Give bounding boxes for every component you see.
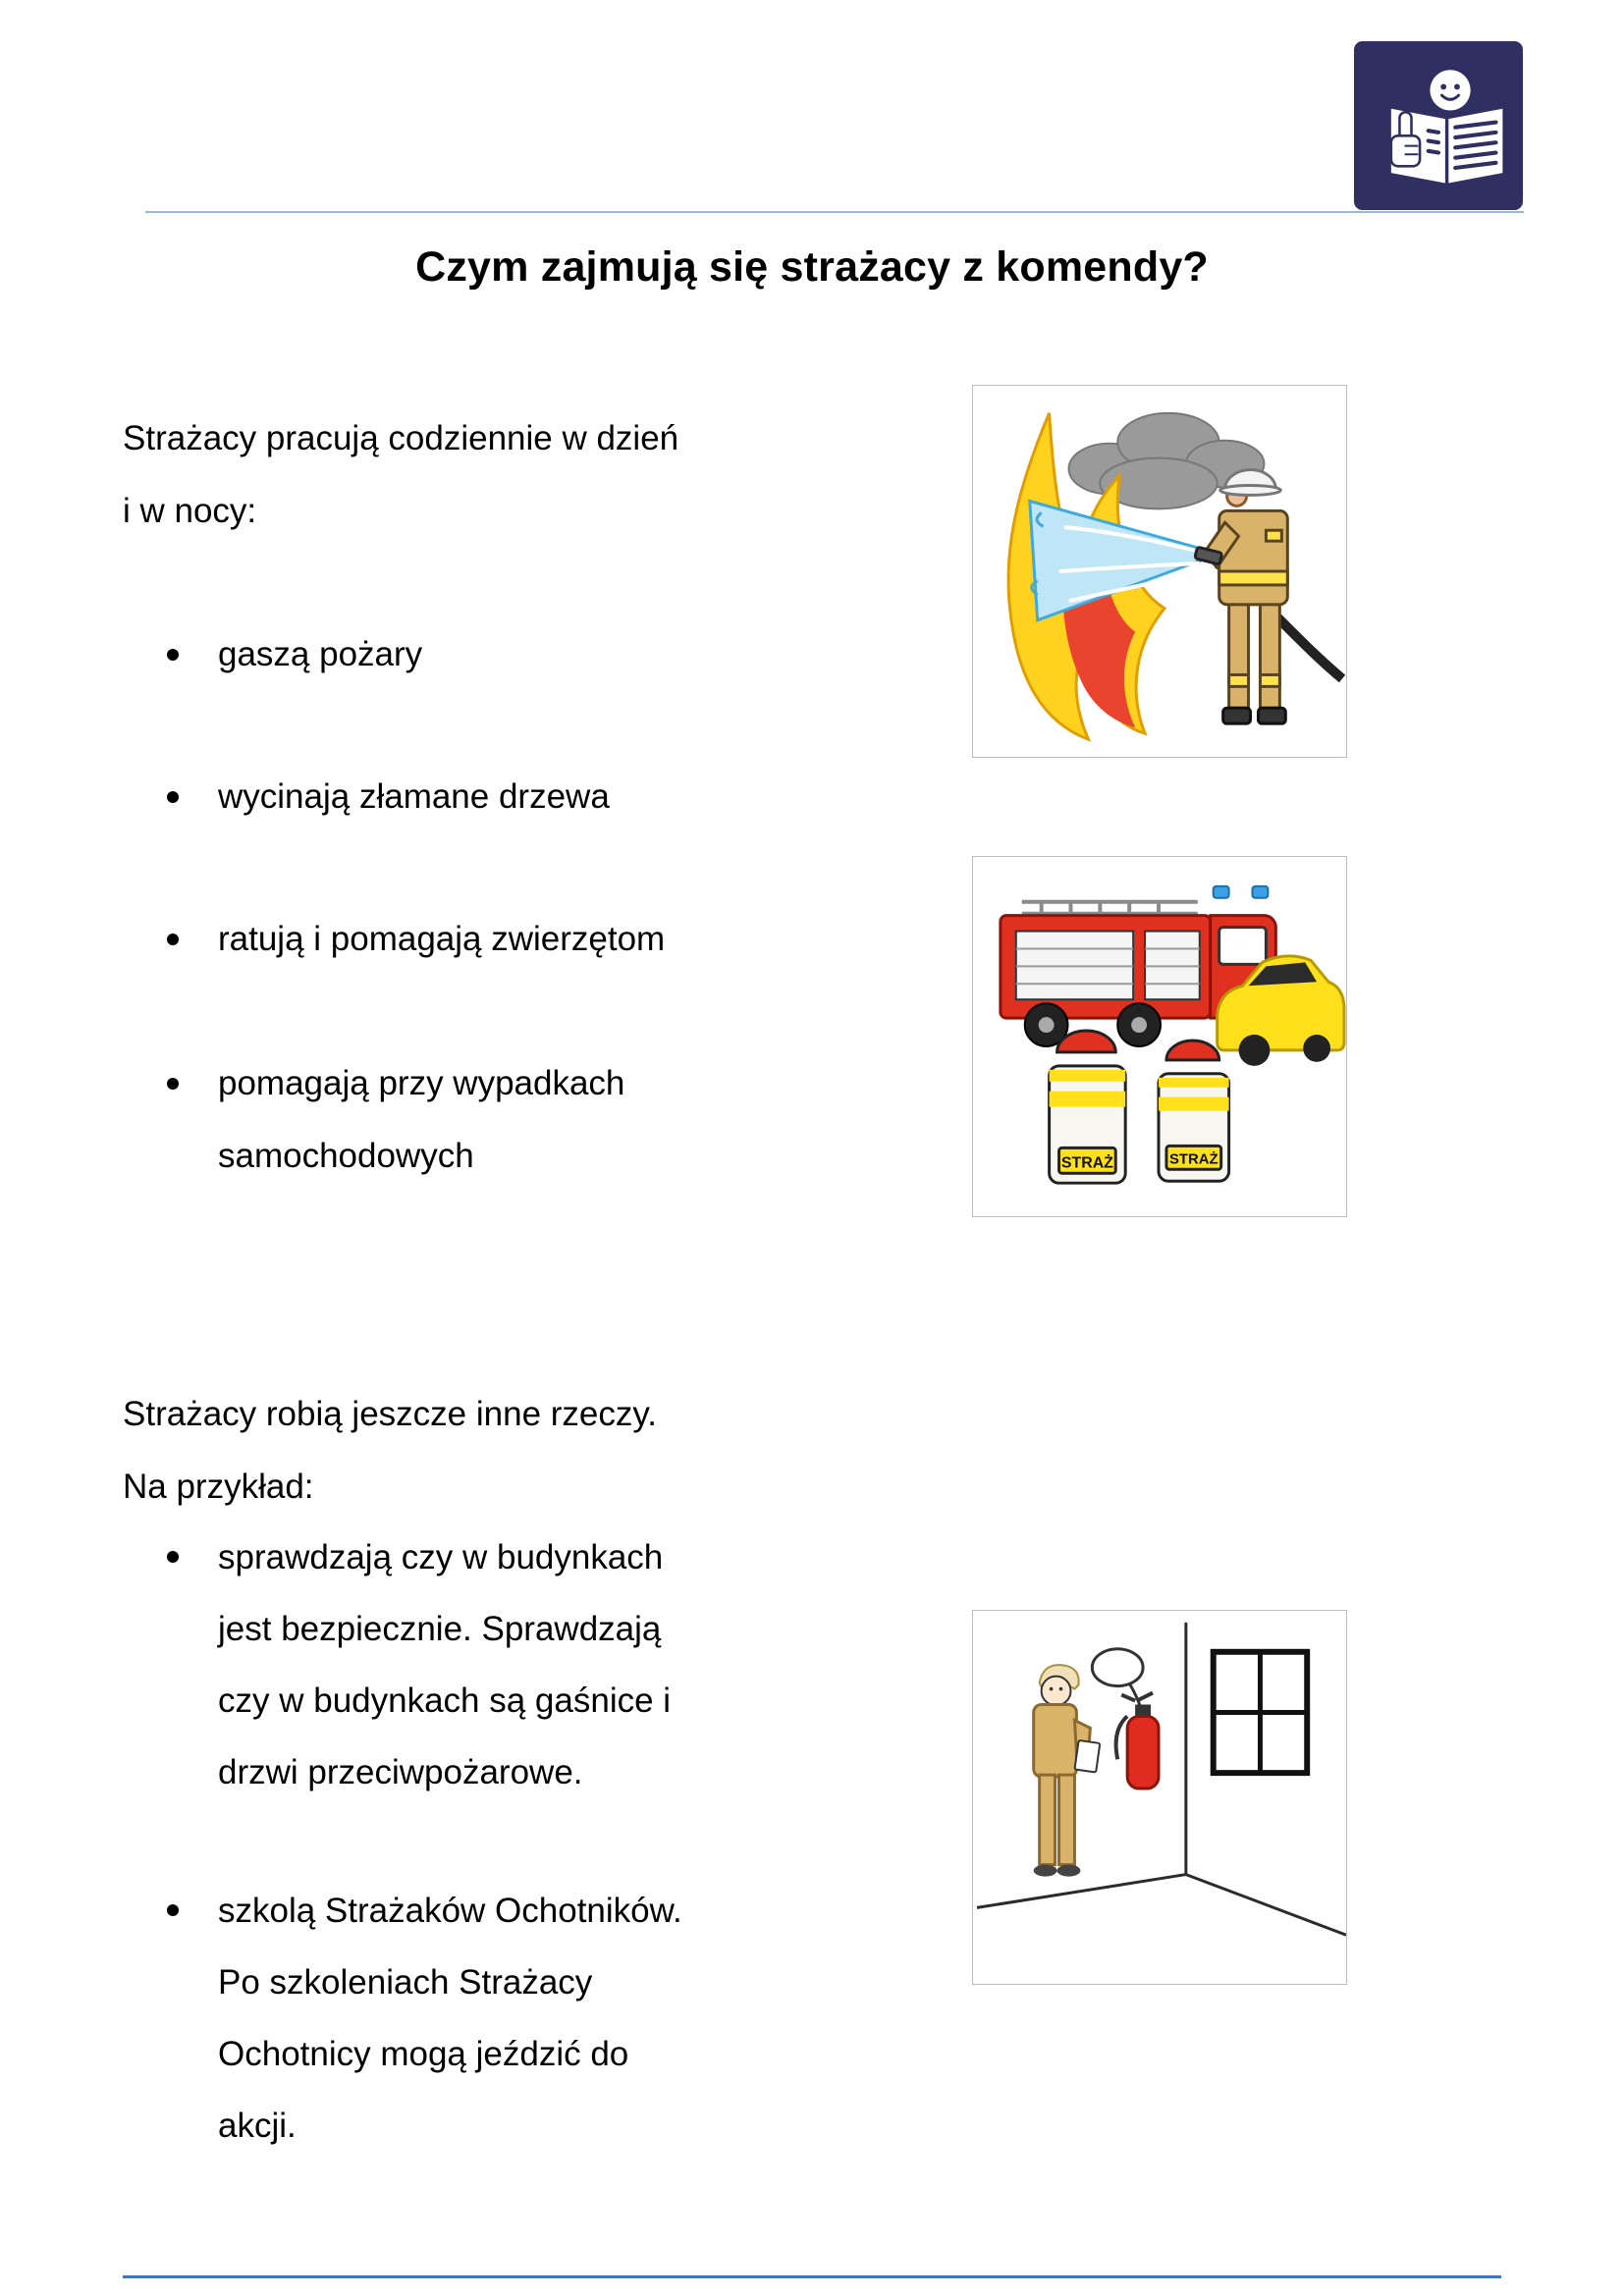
bullet-icon <box>167 1904 179 1916</box>
intro-paragraph-other <box>123 1378 657 1523</box>
page-title: Czym zajmują się strażacy z komendy? <box>415 243 1209 291</box>
list-item <box>167 903 665 976</box>
bullet-icon <box>167 791 179 803</box>
text-line: Na przykład: <box>123 1468 314 1506</box>
text-line: czy w budynkach są gaśnice i <box>218 1682 672 1720</box>
easy-to-read-logo <box>1353 41 1524 210</box>
text-line: jest bezpiecznie. Sprawdzają <box>218 1610 662 1648</box>
list-item <box>167 1047 624 1193</box>
text-line: gaszą pożary <box>218 635 423 673</box>
inspector <box>1034 1665 1101 1876</box>
text-line: i w nocy: <box>123 492 257 530</box>
text-line: samochodowych <box>218 1137 474 1175</box>
figure-accident <box>972 856 1347 1217</box>
fire-truck-and-car-accident-illustration <box>973 857 1346 1216</box>
firefighter-extinguishing-fire-illustration <box>973 386 1346 757</box>
list-item <box>167 618 422 691</box>
bullet-icon <box>167 1551 179 1563</box>
list-item <box>167 1875 682 2162</box>
fire-extinguisher <box>1116 1693 1159 1789</box>
text-line: Ochotnicy mogą jeździć do <box>218 2035 629 2073</box>
header-divider <box>145 211 1524 213</box>
text-line: Strażacy pracują codziennie w dzień <box>123 419 679 457</box>
text-line: Strażacy robią jeszcze inne rzeczy. <box>123 1395 658 1433</box>
beacon-icon <box>1252 886 1268 898</box>
ladder <box>1022 902 1198 914</box>
jacket-label: STRAŻ <box>1168 1151 1218 1168</box>
easy-to-read-icon <box>1353 41 1524 210</box>
text-line: akcji. <box>218 2107 297 2145</box>
beacon-icon <box>1214 886 1229 898</box>
text-line: drzwi przeciwpożarowe. <box>218 1753 583 1791</box>
jacket-label: STRAŻ <box>1060 1154 1113 1172</box>
figure-inspection <box>972 1610 1347 1985</box>
footer-divider <box>123 2275 1501 2278</box>
bullet-icon <box>167 1078 179 1090</box>
list-item <box>167 761 610 833</box>
bullet-icon <box>167 934 179 945</box>
text-line: szkolą Strażaków Ochotników. <box>218 1892 682 1930</box>
text-line: wycinają złamane drzewa <box>218 777 610 816</box>
firefighter-checking-extinguisher-illustration <box>973 1611 1346 1984</box>
text-line: ratują i pomagają zwierzętom <box>218 920 666 958</box>
firefighter <box>1195 470 1288 724</box>
text-line: pomagają przy wypadkach <box>218 1064 625 1102</box>
bullet-icon <box>167 649 179 661</box>
text-line: Po szkoleniach Strażacy <box>218 1963 593 2002</box>
list-item <box>167 1522 671 1808</box>
intro-paragraph-daily <box>123 402 678 548</box>
text-line: sprawdzają czy w budynkach <box>218 1538 664 1576</box>
window <box>1214 1652 1307 1773</box>
figure-fire <box>972 385 1347 758</box>
